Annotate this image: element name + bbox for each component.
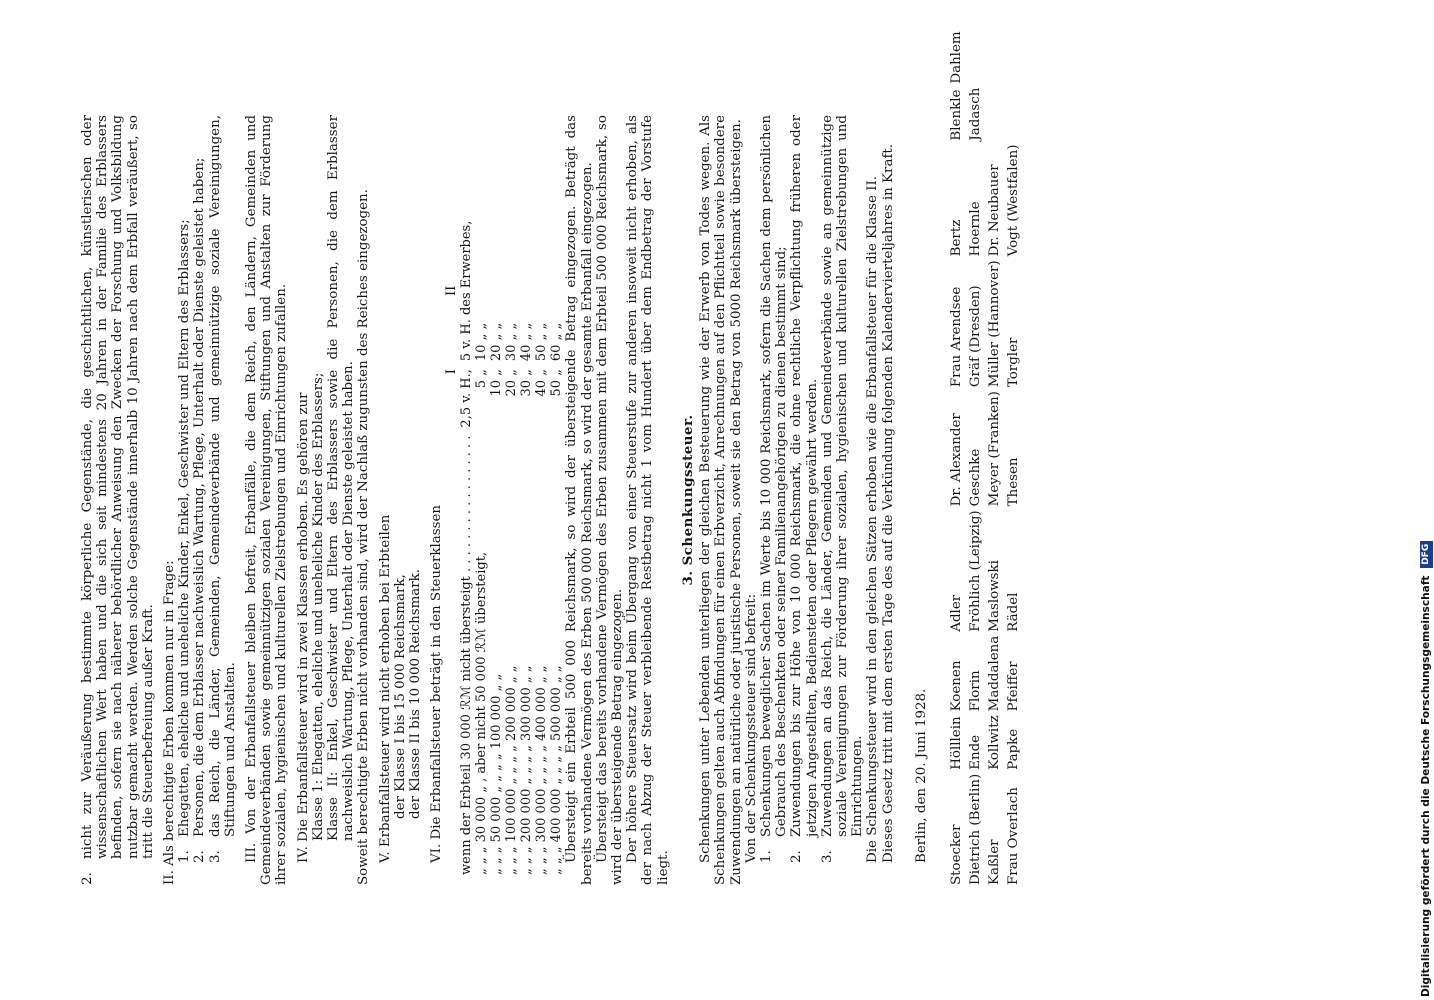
signatory: Hoernle [967,201,983,257]
signatory: Adler [948,594,964,632]
list-item [759,115,789,863]
rotated-text-column [80,31,1350,885]
section-IV-class1: Klasse 1: Ehegatten, eheliche und uneheliche Kinder des Erblassers; [310,372,326,841]
section-IV-note: Soweit berechtigte Erben nicht vorhanden sind, wird der Nachlaß zugunsten des Reiches eingezogen. [356,189,372,885]
rate-class-I: 20 „ [504,369,520,397]
signatory: Kaßler [986,839,1002,885]
section-V-class2: der Klasse II bis 10 000 Reichsmark. [408,568,424,819]
rate-class-II: 50 „ „ [534,322,550,362]
row-label: „ „ „ 200 000 „ „ „ „ 300 000 „ „ [519,665,535,875]
signatory: Pfeiffer [1005,661,1021,712]
signatory: Jadasch [967,87,983,141]
row-label: „ „ „ 400 000 „ „ „ „ 500 000 „ „ [549,665,565,875]
section-3-paragraph-2: Von der Schenkungssteuer sind befreit: [743,593,759,863]
row-label: „ „ „ 50 000 „ „ „ „ 100 000 „ „ [489,673,505,875]
list-item [192,115,207,863]
rate-class-I: 50 „ [549,369,565,397]
signatory: Thesen [1005,457,1021,507]
section-VI-paragraph-1: Übersteigt ein Erbteil 500 000 Reichsmark, so wird der übersteigende Betrag eingezogen. Beträgt das bereits vorhandene Vermögen des Erben 500 000 Reichsmark, so wird der gesamte Erbanfall eingezogen. [564,115,595,885]
column-header-I: I [444,369,460,375]
rate-class-I: 30 „ [519,369,535,397]
date-line: Berlin, den 20. Juni 1928. [913,688,929,863]
rate-class-II: 40 „ „ [519,322,535,362]
signature-row [947,27,966,885]
table-row [474,217,489,879]
signature-row [985,27,1004,885]
row-label: „ „ „ 300 000 „ „ „ „ 400 000 „ „ [534,665,550,875]
row-label: wenn der Erbteil 30 000 ℛℳ nicht übersteigt . . . . . . . . . . . . . . . . . [459,435,475,875]
item-text: Ehegatten, eheliche und uneheliche Kinder, Enkel, Geschwister und Eltern des Erblassers; [177,219,193,837]
item-number: 2. [80,872,95,885]
table-row [504,217,519,879]
signatory: Fröhlich (Leipzig) [967,510,983,632]
section-VI-paragraph-2: Übersteigt das bereits vorhandene Vermögen des Erben zusammen mit dem Erbteil 500 000 Reichsmark, so wird der übersteigende Betrag eingezogen. [594,115,626,885]
signatory: Florin [967,670,983,712]
signatory: Papke [1005,728,1021,770]
item-number: 2. [789,850,805,863]
rate-class-II: 30 „ „ [504,322,520,362]
item-text: nicht zur Veräußerung bestimmte körperliche Gegenstände, die geschichtlichen, künstlerischen oder wissenschaftlichen Wert haben und die sich seit mindestens 20 Jahren in der Familie des Erblassers befinden, sofern sie nach näherer behördlicher Anweisung den Zwecken der Forschung und Volksbildung nutzbar gemacht werden. Werden solche Gegenstände innerhalb 10 Jahren nach dem Erbfall veräußert, so tritt die Steuerbefreiung außer Kraft. [80,115,156,859]
table-header-row [444,217,459,879]
item-2 [80,115,156,885]
signatory: Müller (Hannover) [986,260,1002,388]
signatory: Hölllein [948,716,964,770]
table-row [534,217,549,879]
list-item [177,115,192,863]
rate-class-II: 5 v. H. des Erwerbes, [459,220,475,362]
list-item [820,115,866,863]
section-3-paragraph-3: Die Schenkungssteuer wird in den gleichen Sätzen erhoben wie die Erbanfallsteuer für die Klasse II. [865,175,881,863]
section-II-intro: II. Als berechtigte Erben kommen nur in Frage: [162,560,178,885]
column-header-II: II [444,285,460,297]
section-3-paragraph-4: Dieses Gesetz tritt mit dem ersten Tage des auf die Verkündung folgenden Kalendervierteljahres in Kraft. [880,143,896,863]
section-III: III. Von der Erbanfallsteuer bleiben befreit, Erbanfälle, die dem Reich, den Ländern, Gemeinden und Gemeindeverbänden sowie gemeinnützigen sozialen Vereinigungen, Stiftungen und Anstalten zur Förderung ihrer sozialen, hygienischen und kulturellen Zielstrebungen und Einrichtungen zufallen. [244,115,290,885]
signatory: Maslowski [986,560,1002,632]
signatory: Dietrich (Berlin) [967,773,983,885]
dfg-logo: DFG [1420,541,1433,568]
tax-rate-table [444,217,564,879]
signatory: Torgler [1005,337,1021,388]
signature-row [1004,27,1023,885]
item-number: 1. [758,850,774,863]
signatory: Koenen [948,660,964,712]
signatory: Dr. Neubauer [986,164,1002,257]
signatory: Meyer (Franken) [986,391,1002,507]
rate-class-I: 5 „ [474,369,490,389]
signatory: Ende [967,734,983,770]
row-label: „ „ „ 30 000 „ , aber nicht 50 000 ℛℳ übersteigt, [474,551,490,875]
signatory: Dr. Alexander [948,413,964,507]
item-text: Zuwendungen an das Reich, die Länder, Gemeinden und Gemeindeverbände sowie an gemeinnützige soziale Vereinigungen zur Förderung ihrer sozialen, hygienischen und kulturellen Zielstrebungen und Einrichtungen. [819,115,866,837]
list-item [789,115,819,863]
item-text: Schenkungen beweglicher Sachen im Werte bis 10 000 Reichsmark, sofern die Sachen dem persönlichen Gebrauch des Beschenkten oder seiner Familienangehörigen zu dienen bestimmt sind; [758,115,790,837]
section-V-intro: V. Erbanfallsteuer wird nicht erhoben bei Erbteilen [377,514,393,863]
signatory: Kollwitz [986,715,1002,770]
signatory: Frau Overlach [1005,787,1021,885]
section-3-list [759,115,865,885]
signatory: Geschke [967,448,983,507]
table-row [489,217,504,879]
signatory: Vogt (Westfalen) [1005,144,1021,257]
rate-class-II: 60 „ „ [549,322,565,362]
signatory: Frau Arendsee [948,286,964,388]
item-text: Zuwendungen bis zur Höhe von 10 000 Reichsmark, die ohne rechtliche Verpflichtung früheren oder jetzigen Angestellten, Bediensteten oder Pflegern gewährt werden. [789,115,820,837]
signature-row [966,27,985,885]
signatory: Bertz [948,219,964,257]
table-row [549,217,564,879]
item-text: Personen, die dem Erblasser nachweislich Wartung, Pflege, Unterhalt oder Dienste geleistet haben; [192,157,208,837]
item-number: 3. [207,850,223,863]
item-number: 1. [177,850,193,863]
signatory: Dahlem [948,31,964,84]
funding-note [1416,7,1434,997]
signatory: Stoecker [948,824,964,885]
section-3-paragraph-1: Schenkungen unter Lebenden unterliegen der gleichen Besteuerung wie der Erwerb von Todes wegen. Als Schenkungen gelten auch Abfindungen für einen Erbverzicht, Anrechnungen auf den Pflichtteil sowie besondere Zuwendungen an natürliche oder juristische Personen, soweit sie den Betrag von 5000 Reichsmark übersteigen. [698,115,744,885]
section-VI-paragraph-3: Der höhere Steuersatz wird beim Übergang von einer Steuerstufe zur anderen insoweit nicht erhoben, als der nach Abzug der Steuer verbleibende Restbetrag nicht 1 vom Hundert über dem Endbetrag der Vorstufe liegt. [625,115,671,885]
funding-text: Digitalisierung gefördert durch die Deutsche Forschungsgemeinschaft [1420,575,1432,997]
signature-block [947,27,1023,885]
section-II-list [177,115,238,885]
rate-class-II: 10 „ „ [474,322,490,362]
section-IV-class2: Klasse II: Enkel, Geschwister und Eltern des Erblassers sowie die Personen, die dem Erblasser nachweislich Wartung, Pflege, Unterhalt oder Dienste geleistet haben. [326,115,357,841]
rate-class-I: 40 „ [534,369,550,397]
signatory: Rädel [1005,592,1021,632]
table-row [459,217,474,879]
list-item [208,115,238,863]
section-V-class1: der Klasse I bis 15 000 Reichsmark, [392,574,408,819]
row-label: „ „ „ 100 000 „ „ „ „ 200 000 „ „ [504,665,520,875]
section-3-title: 3. Schenkungssteuer. [679,414,696,586]
item-text: das Reich, die Länder, Gemeinden, Gemeindeverbände und gemeinnützige soziale Vereinigungen, Stiftungen und Anstalten. [207,115,238,837]
rate-class-I: 10 „ [489,369,505,397]
item-number: 2. [192,850,208,863]
table-row [519,217,534,879]
signatory: Maddalena [986,635,1002,712]
section-VI-intro: VI. Die Erbanfallsteuer beträgt in den Steuerklassen [429,504,445,863]
signatory: Blenkle [948,89,964,141]
rate-class-I: 2,5 v. H., [459,369,475,428]
rate-class-II: 20 „ „ [489,322,505,362]
item-number: 3. [819,850,835,863]
signatory: Gräf (Dresden) [967,285,983,388]
section-IV-intro: IV. Die Erbanfallsteuer wird in zwei Klassen erhoben. Es gehören zur [295,392,311,863]
